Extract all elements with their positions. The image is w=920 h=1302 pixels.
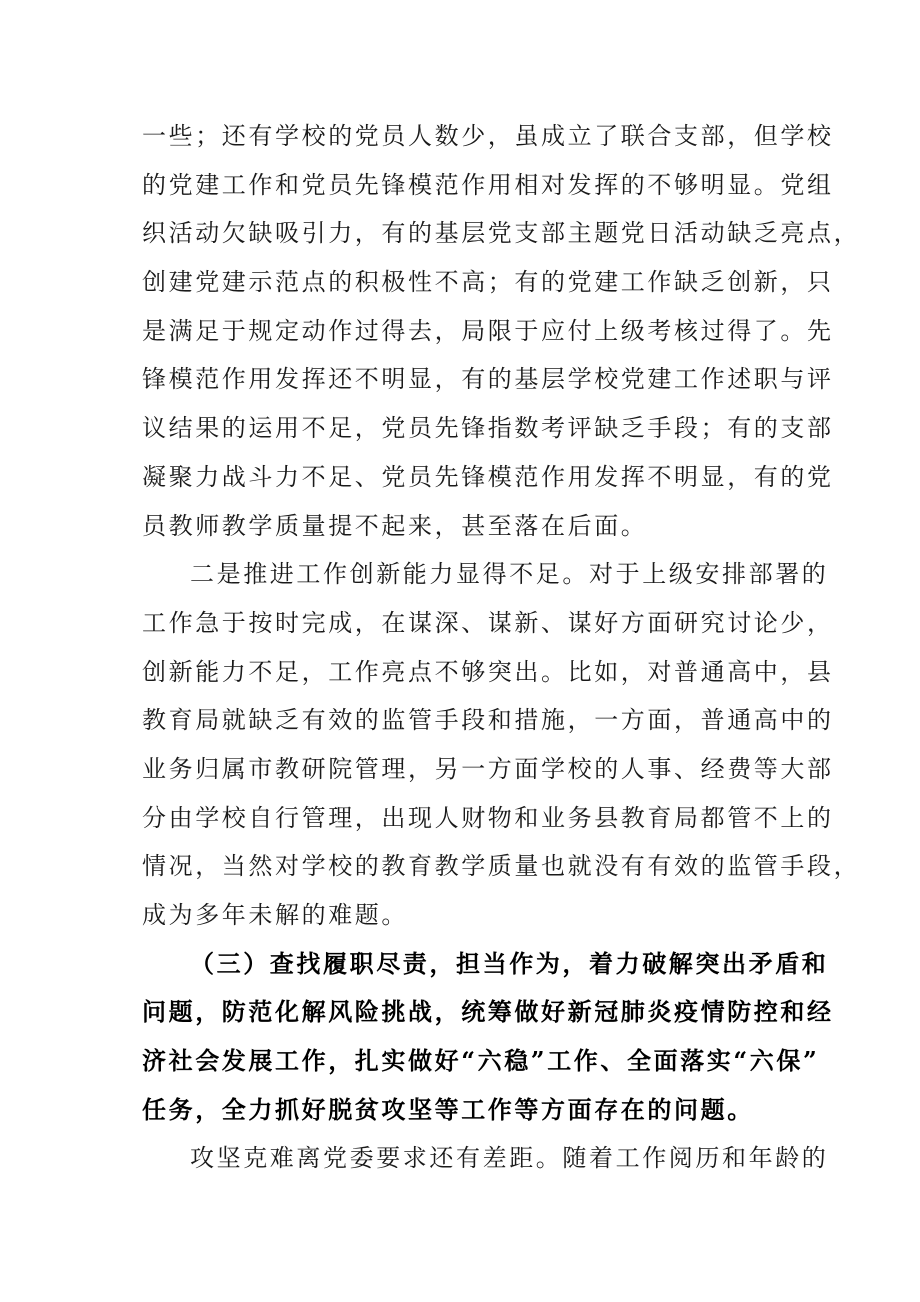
text-line: 是满足于规定动作过得去，局限于应付上级考核过得了。先	[142, 316, 834, 345]
document-body	[142, 112, 861, 1183]
text-line: 成为多年未解的难题。	[142, 901, 408, 929]
text-line: 员教师教学质量提不起来，甚至落在后面。	[142, 511, 648, 540]
text-line: 一些；还有学校的党员人数少，虽成立了联合支部，但学校	[142, 122, 834, 150]
text-line: 情况，当然对学校的教育教学质量也就没有有效的监管手段，	[142, 852, 861, 881]
text-line: 创新能力不足，工作亮点不够突出。比如，对普通高中，县	[142, 657, 834, 686]
text-line: 的党建工作和党员先锋模范作用相对发挥的不够明显。党组	[142, 170, 834, 199]
section-heading-line: （三）查找履职尽责，担当作为，着力破解突出矛盾和	[190, 948, 829, 978]
text-line: 议结果的运用不足，党员先锋指数考评缺乏手段；有的支部	[142, 414, 834, 443]
section-heading-line: 济社会发展工作，扎实做好“六稳”工作、全面落实“六保”	[142, 1046, 820, 1076]
section-heading-line: 问题，防范化解风险挑战，统筹做好新冠肺炎疫情防控和经	[142, 997, 834, 1027]
text-line: 教育局就缺乏有效的监管手段和措施，一方面，普通高中的	[142, 706, 834, 735]
section-heading-line: 任务，全力抓好脱贫攻坚等工作等方面存在的问题。	[142, 1094, 754, 1124]
text-line: 创建党建示范点的积极性不高；有的党建工作缺乏创新，只	[142, 268, 834, 297]
text-line: 锋模范作用发挥还不明显，有的基层学校党建工作述职与评	[142, 365, 834, 394]
paragraph-start-line: 攻坚克难离党委要求还有差距。随着工作阅历和年龄的	[190, 1144, 829, 1173]
text-line: 织活动欠缺吸引力，有的基层党支部主题党日活动缺乏亮点，	[142, 219, 861, 248]
text-line: 业务归属市教研院管理，另一方面学校的人事、经费等大部	[142, 754, 834, 783]
text-line: 分由学校自行管理，出现人财物和业务县教育局都管不上的	[142, 803, 834, 832]
text-line: 工作急于按时完成，在谋深、谋新、谋好方面研究讨论少，	[142, 608, 834, 637]
text-line: 凝聚力战斗力不足、党员先锋模范作用发挥不明显，有的党	[142, 462, 834, 491]
paragraph-start-line: 二是推进工作创新能力显得不足。对于上级安排部署的	[190, 560, 829, 589]
